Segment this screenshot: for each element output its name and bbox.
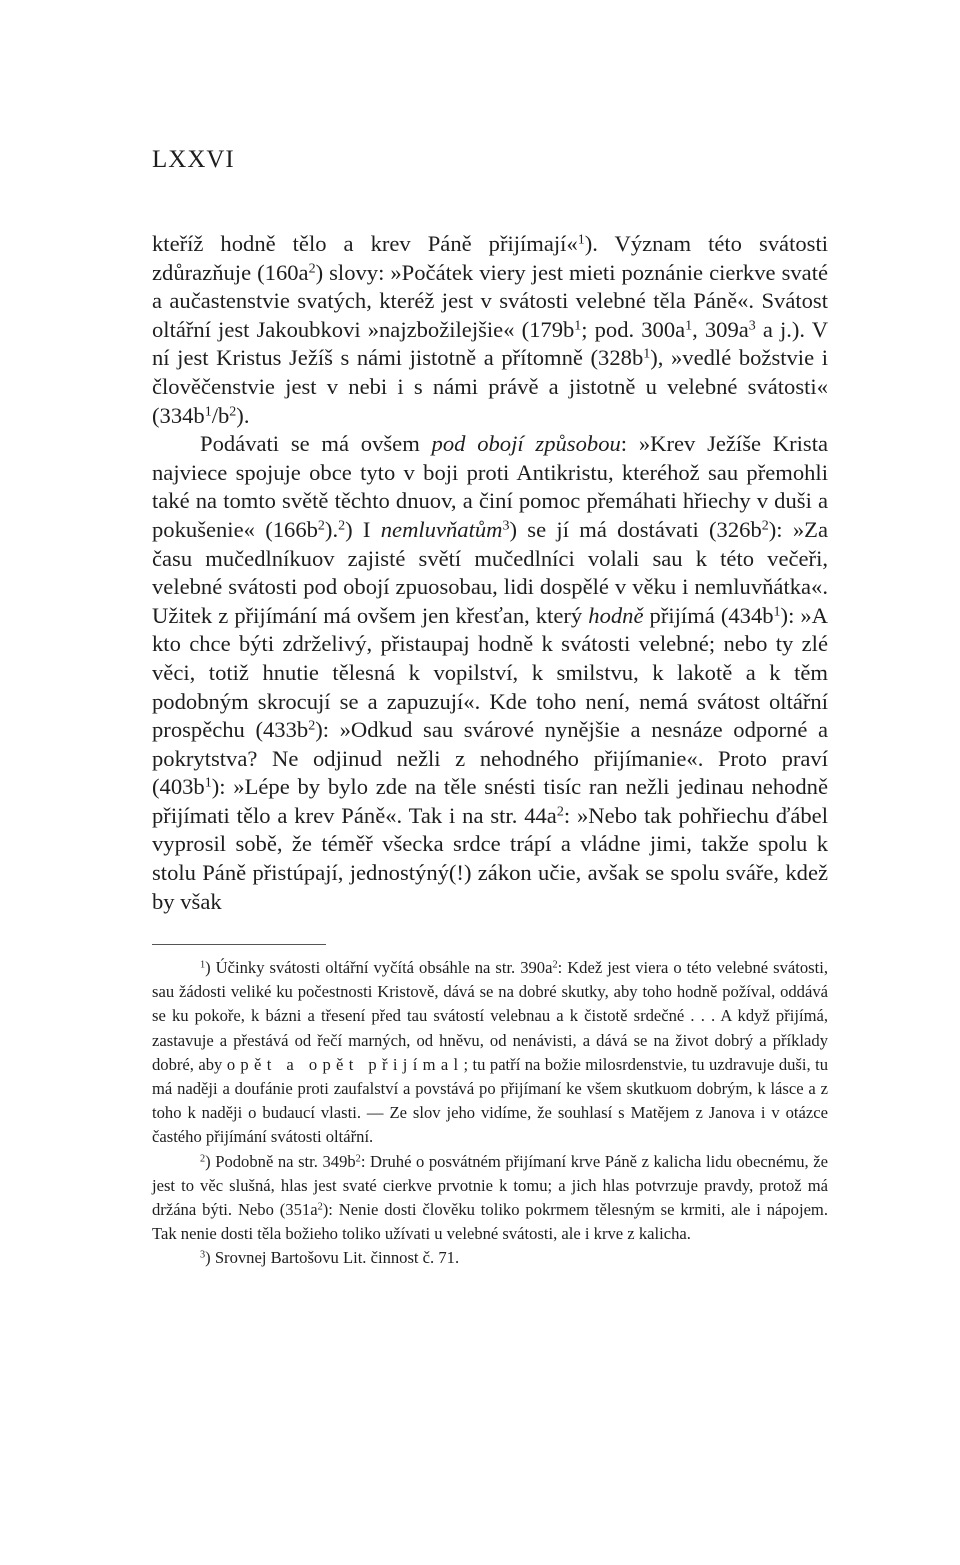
footnotes xyxy=(152,956,828,1271)
paragraph-2 xyxy=(152,430,828,916)
text-run: ): »Za času mučedlníkuov zajisté světí mučedlníci volali sau k této večeři, velebné svátosti pod obojí zpuosobau, lidi dospělé v věku i nemluvňátka«. Užitek z přijímání má ovšem jen křesťan, který xyxy=(152,516,828,628)
footnote-1 xyxy=(152,956,828,1150)
text-run: ). xyxy=(236,402,250,428)
text-run: ). xyxy=(324,516,339,542)
text-run: ) se jí má dostávati (326b xyxy=(509,516,762,542)
superscript: 2 xyxy=(317,1201,323,1213)
text-run: : Druhé o posvátném přijímaní krve Páně z kalicha lidu obecnému, že jest to věc slušná, hlas jest svaté cierkve prvotnie k tomu; a jich hlas potvrzuje pravdy, protož má držána býti. Nebo (351a xyxy=(152,1151,828,1220)
text-run: ): »Lépe by bylo zde na těle snésti tisíc ran nežli jedinau nehodně přijímati tělo a krev Páně«. Tak i na str. 44a xyxy=(152,774,828,828)
text-run: ) Účinky svátosti oltářní vyčítá obsáhle na str. 390a xyxy=(205,958,553,977)
superscript: 2 xyxy=(556,804,564,820)
superscript: 3 xyxy=(200,1249,206,1261)
text-run: , 309a xyxy=(692,316,749,342)
text-run: přijímá (434b xyxy=(643,602,774,628)
text-run: a j.). V ní jest Kristus Ježíš s námi jistotně a přítomně (328b xyxy=(152,316,829,371)
superscript: 1 xyxy=(574,318,582,334)
text-run: ) Srovnej Bartošovu Lit. činnost č. 71. xyxy=(205,1248,460,1268)
superscript: 2 xyxy=(338,518,346,534)
superscript: 1 xyxy=(204,403,212,419)
text-run: : Kdež jest viera o této velebné svátosti, sau žádosti veliké ku počestnosti Kristově, dává se na dobré skutky, aby toho hodně požíval, oddává se ku pokoře, k bázni a třesení před tau svátostí velebnau a k čistotě srdečné . . . A když přijímá, zastavuje a přestává od řečí marných, od hněvu, od nenávisti, a dává se na život dobrý a příklady dobré, aby xyxy=(152,958,828,1074)
text-run: /b xyxy=(211,402,230,428)
text-run: ): »Odkud sau svárové nynějšie a nesnáze odporné a pokrytstva? Ne odjinud nežli z nehodného přijímanie«. Proto praví (403b xyxy=(152,717,828,800)
superscript: 2 xyxy=(317,518,325,534)
page-number: LXXVI xyxy=(152,146,235,173)
superscript: 2 xyxy=(308,718,316,734)
superscript: 1 xyxy=(577,232,585,248)
superscript: 2 xyxy=(308,260,316,276)
superscript: 1 xyxy=(200,959,206,971)
text-run: : »Nebo tak pohřiechu ďábel vyprosil sobě, že téměř všecka srdce trápí a vládne jimi, takže spolu k stolu Páně přistúpají, jednostýný(!) zákon učie, avšak se spolu sváře, kdež by však xyxy=(152,802,828,914)
footnote-separator xyxy=(152,944,326,945)
superscript: 1 xyxy=(643,346,651,362)
text-run: ) I xyxy=(345,516,381,542)
text-run: kteříž hodně tělo a krev Páně přijímají« xyxy=(152,231,578,256)
text-run: ), »vedlé božstvie i člověčenstvie jest v nebi i s námi právě a jistotně u velebné svátosti« (334b xyxy=(152,345,828,428)
text-run: Podávati se má ovšem xyxy=(200,431,432,457)
text-run: ; pod. 300a xyxy=(581,316,686,342)
text-run: ) slovy: »Počátek viery jest mieti poznánie cierkve svaté a aučastenstvie svatých, kteréž jest v svátosti velebné těla Páně«. Svátost oltářní jest Jakoubkovi »najzbožilejšie« (179b xyxy=(152,259,829,342)
footnote-3 xyxy=(152,1246,828,1270)
superscript: 2 xyxy=(355,1152,361,1164)
footnote-2 xyxy=(152,1150,828,1247)
italic-text: pod obojí způsobou xyxy=(431,431,621,457)
superscript: 2 xyxy=(552,959,558,971)
main-text xyxy=(152,230,828,916)
text-run: ) Podobně na str. 349b xyxy=(205,1151,356,1171)
text-run: : »Krev Ježíše Krista najviece spojuje obce tyto v boji proti Antikristu, kteréhož sau přemohli také na tomto světě těchto dnuov, a činí pomoc přemáhati hřiechy v duši a pokušenie« (166b xyxy=(152,431,828,542)
superscript: 1 xyxy=(685,318,693,334)
superscript: 3 xyxy=(748,318,756,334)
text-run: ). Význam této svátosti zdůrazňuje (160a xyxy=(152,231,829,285)
superscript: 1 xyxy=(204,775,212,791)
italic-text: nemluvňatům xyxy=(380,516,503,542)
text-run: ; tu patří na božie milosrdenstvie, tu uzdravuje duši, tu má naději a doufánie proti zaufalství a povstává po přijímaní ke všem skutkuom dobrým, k lásce a z toho k naději o budaucí vlasti. — Ze slov jeho vidíme, že souhlasí s Matějem z Janova i v otázce častého přijímání svátosti oltářní. xyxy=(152,1054,828,1147)
text-run: ): »A kto chce býti zdrželivý, přistaupaj hodně k svátosti velebné; nebo ty zlé věci, totiž hnutie tělesná k vopilství, k smilstvu, k lakotě a k těm podobným skrocují se a zapuzují«. Kde toho není, nemá svátost oltářní prospěchu (433b xyxy=(152,602,828,743)
spaced-text: opět a opět přijímal xyxy=(226,1054,464,1074)
italic-text: hodně xyxy=(588,602,644,628)
superscript: 2 xyxy=(200,1152,206,1164)
superscript: 3 xyxy=(502,518,510,534)
superscript: 1 xyxy=(773,604,781,620)
superscript: 2 xyxy=(229,403,237,419)
superscript: 2 xyxy=(761,518,769,534)
paragraph-1 xyxy=(152,230,828,430)
text-run: ): Nenie dosti člověku toliko pokrmem tělesným se krmiti, ale i nápojem. Tak nenie dosti těla božieho toliko užívati u velebné svátosti, ale i krve z kalicha. xyxy=(152,1200,828,1244)
